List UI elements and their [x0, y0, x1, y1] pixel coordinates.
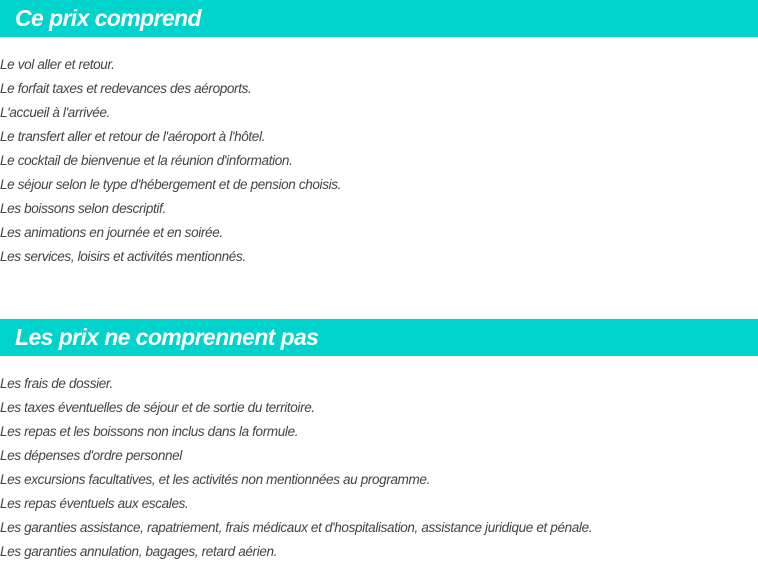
list-item: Les excursions facultatives, et les activités non mentionnées au programme.: [0, 472, 430, 487]
list-item: Les animations en journée et en soirée.: [0, 225, 223, 240]
list-item: Les garanties annulation, bagages, retard aérien.: [0, 544, 278, 559]
list-item: Les repas et les boissons non inclus dans la formule.: [0, 424, 299, 439]
included-section: [0, 0, 758, 269]
list-item: Les boissons selon descriptif.: [0, 201, 166, 216]
list-item: Les dépenses d'ordre personnel: [0, 448, 182, 463]
list-item: Le cocktail de bienvenue et la réunion d'information.: [0, 153, 293, 168]
list-item: Les taxes éventuelles de séjour et de sortie du territoire.: [0, 400, 315, 415]
excluded-list: [0, 372, 758, 564]
list-item: Les frais de dossier.: [0, 376, 113, 391]
list-item: Le transfert aller et retour de l'aéroport à l'hôtel.: [0, 129, 266, 144]
excluded-heading: Les prix ne comprennent pas: [0, 319, 758, 356]
excluded-section: [0, 319, 758, 564]
included-list: [0, 53, 758, 269]
list-item: Les services, loisirs et activités mentionnés.: [0, 249, 246, 264]
list-item: Le vol aller et retour.: [0, 57, 115, 72]
list-item: Les repas éventuels aux escales.: [0, 496, 189, 511]
included-heading: Ce prix comprend: [0, 0, 758, 37]
list-item: Le séjour selon le type d'hébergement et de pension choisis.: [0, 177, 342, 192]
list-item: L'accueil à l'arrivée.: [0, 105, 111, 120]
list-item: Les garanties assistance, rapatriement, frais médicaux et d'hospitalisation, assistance juridique et pénale.: [0, 520, 593, 535]
list-item: Le forfait taxes et redevances des aéroports.: [0, 81, 252, 96]
